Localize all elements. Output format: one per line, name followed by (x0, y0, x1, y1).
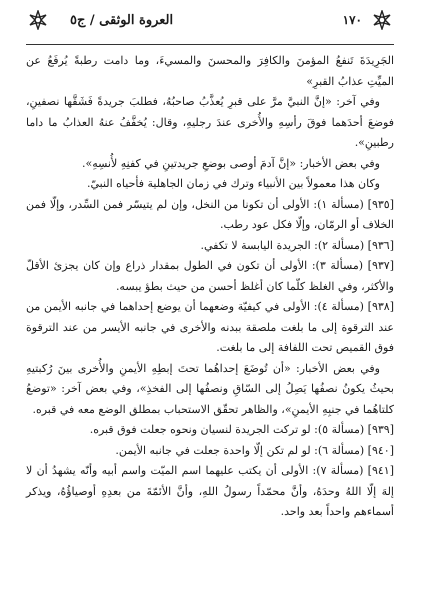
paragraph: وكان هذا معمولاً بين الأنبياء وترك في زمان الجاهلية فأحياه النبيّ. (86, 177, 380, 190)
issue-paragraph: [٩٣٥] (مسألة ١): الأولى أن تكونا من النخل، وإن لم يتيسّر فمن السِّدر، وإلّا فمن الخلاف أو الرمّان، وإلّا فكل عود رطب. (26, 197, 394, 231)
paragraph: وفي بعض الأخبار: «إنَّ آدمَ أوصى بوضعِ جريدتينِ في كفنِهِ لأُنسِهِ». (82, 156, 380, 170)
page-header (26, 0, 394, 45)
issue-paragraph: [٩٤١] (مسألة ٧): الأولى أن يكتب عليهما اسم الميّت واسم أبيه وأنّه يشهدُ أن لا إلهَ إلّا اللهُ وحدَهُ، وأنَّ محمّداً رسولُ اللهِ، وأنَّ الأئمّةَ من بعدِهِ أوصياؤُهُ، ويذكر أسماءهم واحداً بعد واحد. (26, 464, 394, 518)
flower-ornament-icon (372, 10, 392, 30)
issue-paragraph: [٩٤٠] (مسألة ٦): لو لم تكن إلّا واحدة جعلت في جانبه الأيمن. (115, 443, 394, 457)
flower-ornament-icon (28, 10, 48, 30)
paragraph: وفي بعض الأخبار: «أن تُوضَعَ إحداهُما تحتَ إبطِهِ الأيمنِ والأُخرى بينَ رُكبتيهِ بحيثُ يكونُ نصفُها يَصِلُ إلى السّاقِ ونصفُها إلى الفخذِ»، وفي بعض آخر: «توضعُ كلتاهُما في جنبِهِ الأيمنِ»، والظاهر تحقّق الاستحباب بمطلق الوضع معه في قبره. (26, 361, 394, 416)
issue-paragraph: [٩٣٩] (مسألة ٥): لو تركت الجريدة لنسيان ونحوه جعلت فوق قبره. (89, 423, 394, 436)
paragraph: وفي آخر: «إنَّ النبيَّ مرَّ على قبرِ يُعذَّبُ صاحبُهُ، فطلبَ جريدةً فَشَقَّها نصفينِ، فوضعَ أحدَهما فوقَ رأسِهِ والأُخرى عندَ رجليهِ، وقال: يُخفَّفُ عنهُ العذابُ ما داما رطبينِ». (26, 95, 394, 149)
issue-paragraph: [٩٣٨] (مسألة ٤): الأولى في كيفيّة وضعهما أن يوضع إحداهما في جانبه الأيمن من عند الترقوة إلى ما بلغت ملصقة ببدنه والأخرى في جانبه الأيسر من عند الترقوة فوق القميص تحت اللفافة إلى ما بلغت. (26, 300, 394, 354)
page-number: ١٧٠ (342, 13, 362, 27)
issue-paragraph: [٩٣٦] (مسألة ٢): الجريدة اليابسة لا تكفي. (200, 238, 394, 252)
issue-paragraph: [٩٣٧] (مسألة ٣): الأولى أن تكون في الطول بمقدار ذراع وإن كان يجزئ الأقلّ والأكثر، وفي الغلظ كلّما كان أغلظ أحسن من حيث بطؤ يبسه. (26, 259, 394, 293)
paragraph: الجَرِيدَةَ تَنفعُ المؤمنَ والكافِرَ والمحسنَ والمسيءَ، وما دامت رطبةً يُرفَعُ عن الميِّتِ عذابُ القبرِ» (26, 54, 394, 88)
body-text (26, 51, 394, 523)
running-title: العروة الوثقى / ج٥ (70, 13, 174, 28)
